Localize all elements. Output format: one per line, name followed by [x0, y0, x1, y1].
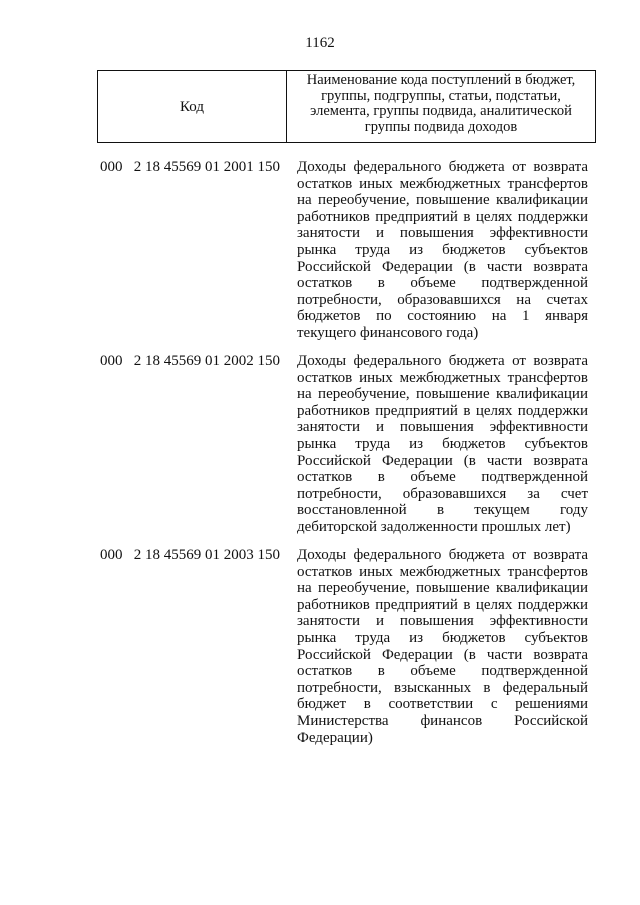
entry-line: остатков в объеме подтвержденной — [297, 275, 588, 292]
entry-line: остатков иных межбюджетных трансфертов — [297, 563, 588, 580]
entry-line: Доходы федерального бюджета от возврата — [297, 159, 588, 175]
page-number: 1162 — [305, 35, 335, 51]
entry-line: остатков иных межбюджетных трансфертов — [297, 175, 588, 192]
entry-line: на переобучение, повышение квалификации — [297, 580, 588, 597]
header-name-line: элемента, группы подвида, аналитической — [310, 103, 572, 119]
entry-line: дебиторской задолженности прошлых лет) — [297, 518, 571, 535]
entry-line: потребности, образовавшихся на счетах — [297, 291, 588, 308]
entry-description — [297, 159, 588, 342]
entry-line: Российской Федерации (в части возврата — [297, 452, 588, 469]
entry-line: Федерации) — [297, 729, 373, 746]
entry-line: Доходы федерального бюджета от возврата — [297, 547, 588, 563]
entries-list — [0, 159, 640, 746]
entry-line: Российской Федерации (в части возврата — [297, 646, 588, 663]
entry-line: Доходы федерального бюджета от возврата — [297, 353, 588, 369]
entry-line: потребности, образовавшихся за счет — [297, 485, 588, 502]
entry-line: рынка труда из бюджетов субъектов — [297, 629, 588, 646]
entry-line: остатков в объеме подтвержденной — [297, 469, 588, 486]
table-row — [0, 547, 640, 746]
entry-line: работников предприятий в целях поддержки — [297, 596, 588, 613]
table-row — [0, 353, 640, 547]
entry-code: 000 2 18 45569 01 2001 150 — [100, 159, 280, 175]
entry-line: работников предприятий в целях поддержки — [297, 402, 588, 419]
entry-description — [297, 547, 588, 746]
table-row — [0, 159, 640, 353]
entry-line: Министерства финансов Российской — [297, 712, 588, 729]
entry-line: Российской Федерации (в части возврата — [297, 258, 588, 275]
table-header — [97, 70, 596, 143]
header-code-label: Код — [98, 71, 287, 142]
entry-line: рынка труда из бюджетов субъектов — [297, 435, 588, 452]
entry-line: восстановленной в текущем году — [297, 502, 588, 519]
entry-line: остатков иных межбюджетных трансфертов — [297, 369, 588, 386]
header-name-line: группы подвида доходов — [364, 118, 518, 135]
entry-code: 000 2 18 45569 01 2002 150 — [100, 353, 280, 369]
header-name-line: Наименование кода поступлений в бюджет, — [306, 72, 576, 88]
entry-line: остатков в объеме подтвержденной — [297, 663, 588, 680]
entry-line: занятости и повышения эффективности — [297, 225, 588, 242]
entry-line: потребности, взысканных в федеральный — [297, 679, 588, 696]
entry-line: занятости и повышения эффективности — [297, 613, 588, 630]
entry-line: на переобучение, повышение квалификации — [297, 386, 588, 403]
header-name-line: группы, подгруппы, статьи, подстатьи, — [321, 87, 561, 104]
entry-line: текущего финансового года) — [297, 324, 479, 341]
header-name-cell — [287, 71, 595, 142]
entry-line: на переобучение, повышение квалификации — [297, 192, 588, 209]
entry-line: бюджет в соответствии с решениями — [297, 696, 588, 713]
entry-line: бюджетов по состоянию на 1 января — [297, 308, 588, 325]
entry-description — [297, 353, 588, 536]
entry-code: 000 2 18 45569 01 2003 150 — [100, 547, 280, 563]
entry-line: занятости и повышения эффективности — [297, 419, 588, 436]
entry-line: работников предприятий в целях поддержки — [297, 208, 588, 225]
entry-line: рынка труда из бюджетов субъектов — [297, 241, 588, 258]
